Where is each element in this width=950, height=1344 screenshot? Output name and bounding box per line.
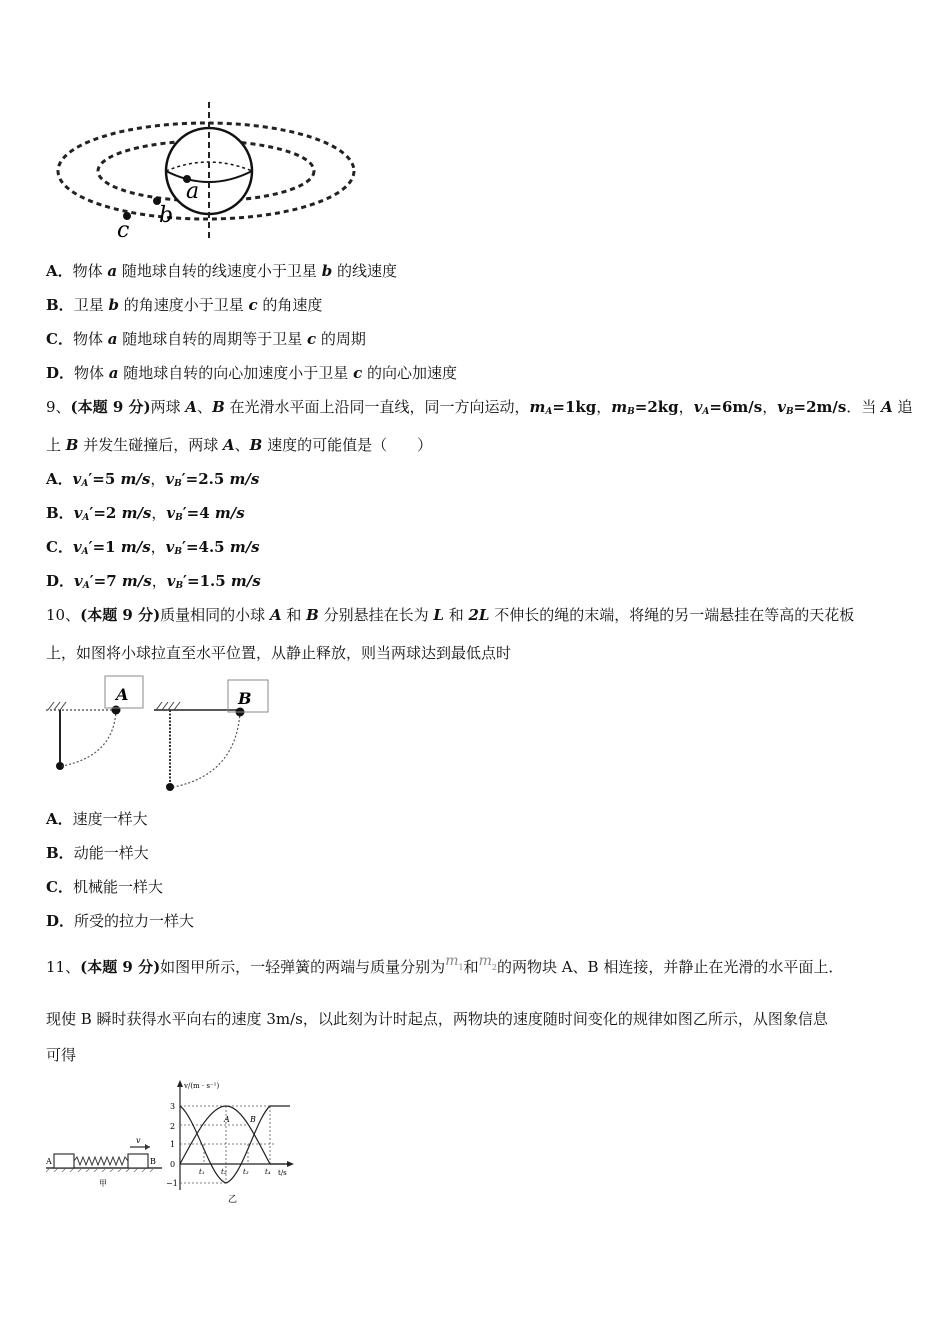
q10-option-a[interactable]: A．速度一样大: [46, 810, 148, 828]
svg-text:−1: −1: [166, 1179, 178, 1188]
earth-sphere: [166, 128, 252, 214]
curve-a: [180, 1106, 290, 1164]
svg-text:v/(m · s⁻¹): v/(m · s⁻¹): [184, 1082, 220, 1090]
label-b: b: [159, 203, 174, 228]
q9-stem-line2: 上 B 并发生碰撞后，两球 A、B 速度的可能值是（ ）: [46, 436, 433, 454]
q8-option-c[interactable]: C．物体 a 随地球自转的周期等于卫星 c 的周期: [46, 330, 366, 348]
q9-option-a[interactable]: A．$v_A'=5$ m/s，$v_B'=2.5$ m/s: [46, 470, 260, 489]
ball-b-bottom: [166, 783, 174, 791]
q9-option-b[interactable]: B．$v_A'=2$ m/s，$v_B'=4$ m/s: [46, 504, 245, 523]
q11-stem-line1: 11、(本题 9 分)如图甲所示，一轻弹簧的两端与质量分别为$m_1$和$m_2$的两物块 A、B 相连接，并静止在光滑的水平面上．: [46, 953, 844, 976]
svg-text:2: 2: [170, 1122, 176, 1131]
spring: [74, 1157, 128, 1165]
arc-b: [174, 712, 240, 787]
q8-option-a[interactable]: A．物体 a 随地球自转的线速度小于卫星 b 的线速度: [46, 262, 397, 280]
arc-a: [62, 710, 116, 766]
block-b: [128, 1154, 148, 1168]
svg-text:t₁: t₁: [199, 1168, 205, 1176]
q11-stem-line2: 现使 B 瞬时获得水平向右的速度 3m/s，以此刻为计时起点，两物块的速度随时间变化的规律如图乙所示，从图象信息: [46, 1010, 828, 1028]
svg-text:A: A: [46, 1157, 52, 1166]
q10-stem-line2: 上，如图将小球拉直至水平位置，从静止释放，则当两球达到最低点时: [46, 644, 512, 662]
fig-label-b: B: [238, 689, 252, 708]
fig-label-a: A: [116, 685, 129, 704]
svg-text:甲: 甲: [99, 1179, 107, 1188]
q10-stem-line1: 10、(本题 9 分)质量相同的小球 A 和 B 分别悬挂在长为 L 和 2L 不伸长的绳的末端，将绳的另一端悬挂在等高的天花板: [46, 606, 855, 624]
q9-stem-line1: 9、(本题 9 分)两球 A、B 在光滑水平面上沿同一直线，同一方向运动，$m_A=1kg$，$m_B=2kg$，$v_A=6m/s$，$v_B=2m/s$．当 A 追: [46, 398, 913, 417]
svg-text:乙: 乙: [228, 1195, 238, 1205]
svg-text:3: 3: [170, 1102, 176, 1111]
svg-text:1: 1: [170, 1140, 176, 1149]
q8-option-b[interactable]: B．卫星 b 的角速度小于卫星 c 的角速度: [46, 296, 323, 314]
velocity-graph-yi: [166, 1078, 300, 1206]
curve-b: [180, 1106, 290, 1183]
svg-text:v: v: [136, 1136, 141, 1145]
q9-option-c[interactable]: C．$v_A'=1$ m/s，$v_B'=4.5$ m/s: [46, 538, 260, 557]
svg-text:t₄: t₄: [265, 1168, 271, 1176]
q9-option-d[interactable]: D．$v_A'=7$ m/s，$v_B'=1.5$ m/s: [46, 572, 261, 591]
svg-text:B: B: [250, 1115, 256, 1124]
spring-figure-jia: [44, 1130, 164, 1192]
q8-option-d[interactable]: D．物体 a 随地球自转的向心加速度小于卫星 c 的向心加速度: [46, 364, 457, 382]
pendulum-figure: [44, 674, 274, 796]
label-c: c: [117, 218, 130, 243]
ball-a-top: [112, 706, 121, 715]
label-a: a: [186, 179, 200, 204]
svg-text:t₃: t₃: [243, 1168, 249, 1176]
q11-stem-line3: 可得: [46, 1046, 77, 1064]
q10-option-c[interactable]: C．机械能一样大: [46, 878, 163, 896]
svg-text:A: A: [224, 1115, 230, 1124]
q10-option-b[interactable]: B．动能一样大: [46, 844, 149, 862]
orbit-figure: [50, 98, 360, 243]
svg-text:t₂: t₂: [221, 1168, 227, 1176]
q10-option-d[interactable]: D．所受的拉力一样大: [46, 912, 195, 930]
svg-text:B: B: [150, 1157, 156, 1166]
block-a: [54, 1154, 74, 1168]
svg-text:0: 0: [170, 1160, 176, 1169]
svg-text:t/s: t/s: [278, 1169, 287, 1177]
